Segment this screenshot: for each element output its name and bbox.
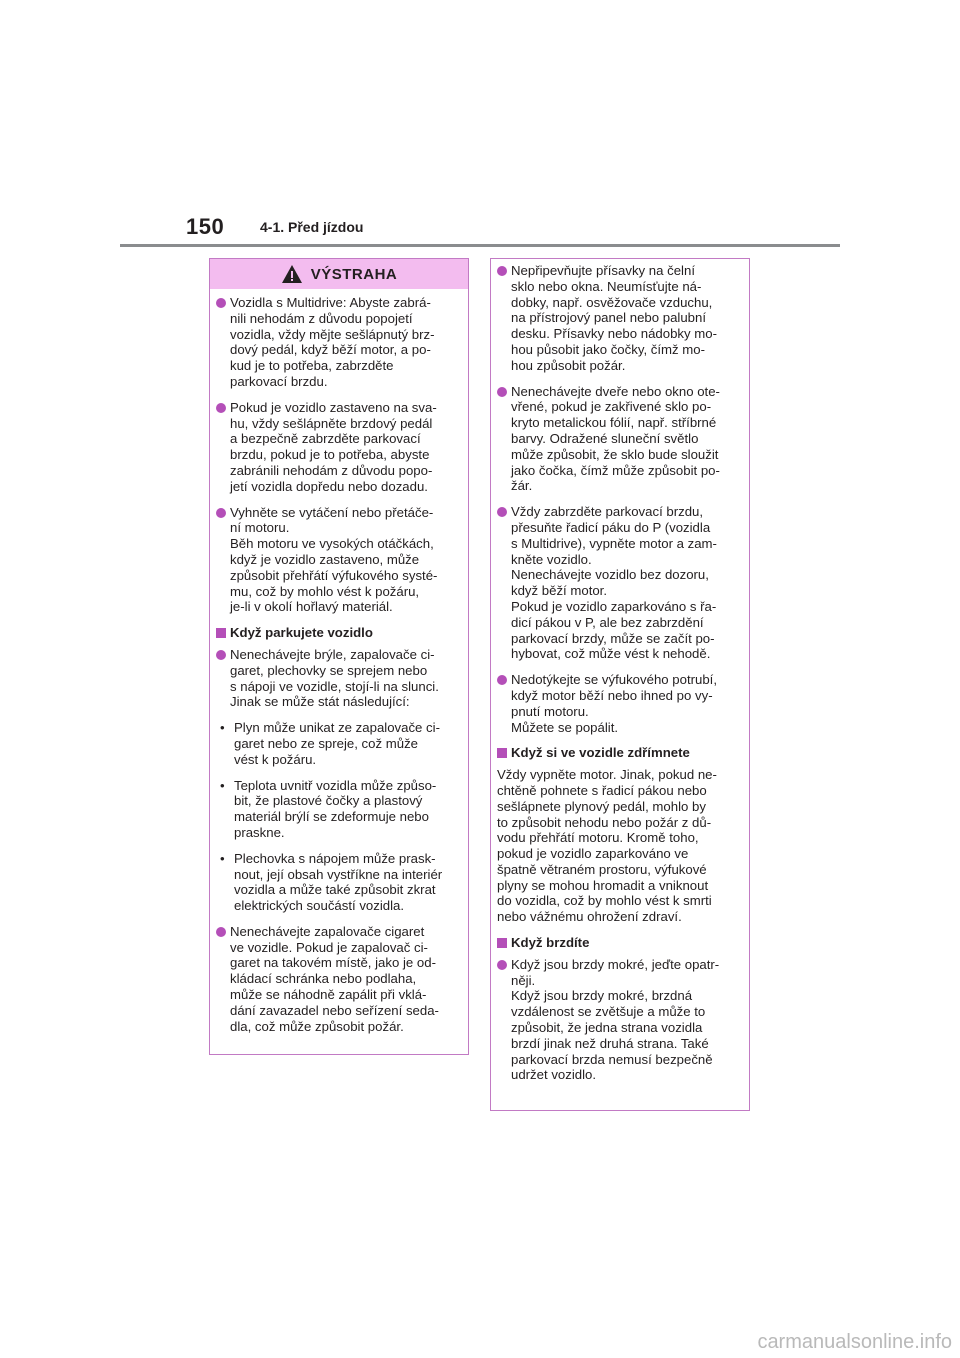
- bullet-dot-icon: [497, 266, 507, 276]
- warning-box-left: [209, 258, 469, 1055]
- list-item: Vždy zabrzděte parkovací brzdu, přesuňte řadicí páku do P (vozidla s Multidrive), vypněte motor a zam- kněte vozidlo. Nenechávejte vozidlo bez dozoru, když běží motor. Pokud je vozidlo zaparkováno s řa- dicí pákou v P, ale bez zabrzdění parkovací brzdy, může se začít po- hybovat, což může vést k nehodě.: [497, 504, 742, 662]
- bullet-dot-icon: [216, 927, 226, 937]
- list-item: Když jsou brzdy mokré, jeďte opatr- něji. Když jsou brzdy mokré, brzdná vzdálenost se zvětšuje a může to způsobit, že jedna strana vozidla brzdí jinak než druhá strana. Také parkovací brzda nemusí bezpečně udržet vozidlo.: [497, 957, 742, 1083]
- bullet-dot-icon: [216, 298, 226, 308]
- bullet-dot-icon: [216, 650, 226, 660]
- bullet-dot-icon: [216, 403, 226, 413]
- sub-bullet-item: • Plechovka s nápojem může prask- nout, její obsah vystříkne na interiér vozidla a může také způsobit zkrat elektrických součástí vozidla.: [220, 850, 443, 914]
- bullet-dot-icon: [497, 960, 507, 970]
- sub-bullet-item: • Plyn může unikat ze zapalovače ci- garet nebo ze spreje, což může vést k požáru.: [220, 720, 440, 767]
- sub-bullet-item: • Teplota uvnitř vozidla může způso- bit, že plastové čočky a plastový materiál brýlí se zdeformuje nebo praskne.: [220, 777, 437, 840]
- list-item: Nepřipevňujte přísavky na čelní sklo nebo okna. Neumísťujte ná- dobky, např. osvěžovače vzduchu, na přístrojový panel nebo palubní desku. Přísavky nebo nádobky mo- hou působit jako čočky, čímž mo- hou způsobit požár.: [497, 263, 742, 374]
- list-item: Nenechávejte dveře nebo okno ote- vřené, pokud je zakřivené sklo po- kryto metalickou fólií, např. stříbrné barvy. Odražené sluneční světlo může způsobit, že sklo bude sloužit jako čočka, čímž může způsobit po- žár.: [497, 384, 742, 495]
- bullet-dot-icon: [216, 508, 226, 518]
- heading-square-icon: [216, 628, 226, 638]
- subheading-parking: Když parkujete vozidlo: [216, 625, 461, 641]
- bullet-dot-icon: [497, 675, 507, 685]
- bullet-dot-icon: [497, 387, 507, 397]
- subheading-nap: Když si ve vozidle zdřímnete: [497, 745, 742, 761]
- list-item: Nenechávejte zapalovače cigaret ve vozidle. Pokud je zapalovač ci- garet na takovém místě, jako je od- kládací schránka nebo podlaha, může se náhodně zapálit při vklá- dání zavazadel nebo seřízení seda- dla, což může způsobit požár.: [216, 924, 461, 1035]
- warning-header: [210, 259, 468, 289]
- warning-box-right: [490, 258, 750, 1111]
- header-rule: [120, 244, 840, 247]
- nap-paragraph: Vždy vypněte motor. Jinak, pokud ne- chtěně pohnete s řadicí pákou nebo sešlápnete plynový pedál, mohlo by to způsobit nehodu nebo požár z dů- vodu přehřátí motoru. Kromě toho, pokud je vozidlo zaparkováno ve špatně větraném prostoru, výfukové plyny se mohou hromadit a vniknout do vozidla, což by mohlo vést k smrti nebo vážnému ohrožení zdraví.: [497, 767, 717, 925]
- heading-square-icon: [497, 748, 507, 758]
- bullet-dot-icon: [497, 507, 507, 517]
- warning-title: VÝSTRAHA: [310, 265, 398, 283]
- page-number: 150: [186, 214, 225, 239]
- warning-triangle-icon: [281, 264, 303, 284]
- section-title: 4-1. Před jízdou: [260, 219, 364, 235]
- heading-square-icon: [497, 938, 507, 948]
- subheading-braking: Když brzdíte: [497, 935, 742, 951]
- list-item: Nenechávejte brýle, zapalovače ci- garet, plechovky se sprejem nebo s nápoji ve vozidle, stojí-li na slunci. Jinak se může stát následující:: [216, 647, 461, 710]
- list-item: Vozidla s Multidrive: Abyste zabrá- nili nehodám z důvodu popojetí vozidla, vždy mějte sešlápnutý brz- dový pedál, když běží motor, a po- kud je to potřeba, zabrzděte parkovací brzdu.: [216, 295, 461, 390]
- list-item: Vyhněte se vytáčení nebo přetáče- ní motoru. Běh motoru ve vysokých otáčkách, když je vozidlo zastaveno, může způsobit přehřátí výfukového systé- mu, což by mohlo vést k požáru, je-li v okolí hořlavý materiál.: [216, 505, 461, 616]
- list-item: Pokud je vozidlo zastaveno na sva- hu, vždy sešlápněte brzdový pedál a bezpečně zabrzděte parkovací brzdu, pokud je to potřeba, abyste zabránili nehodám z důvodu popo- jetí vozidla dopředu nebo dozadu.: [216, 400, 461, 495]
- watermark[interactable]: carmanualsonline.info: [757, 1331, 952, 1353]
- list-item: Nedotýkejte se výfukového potrubí, když motor běží nebo ihned po vy- pnutí motoru. Můžete se popálit.: [497, 672, 742, 735]
